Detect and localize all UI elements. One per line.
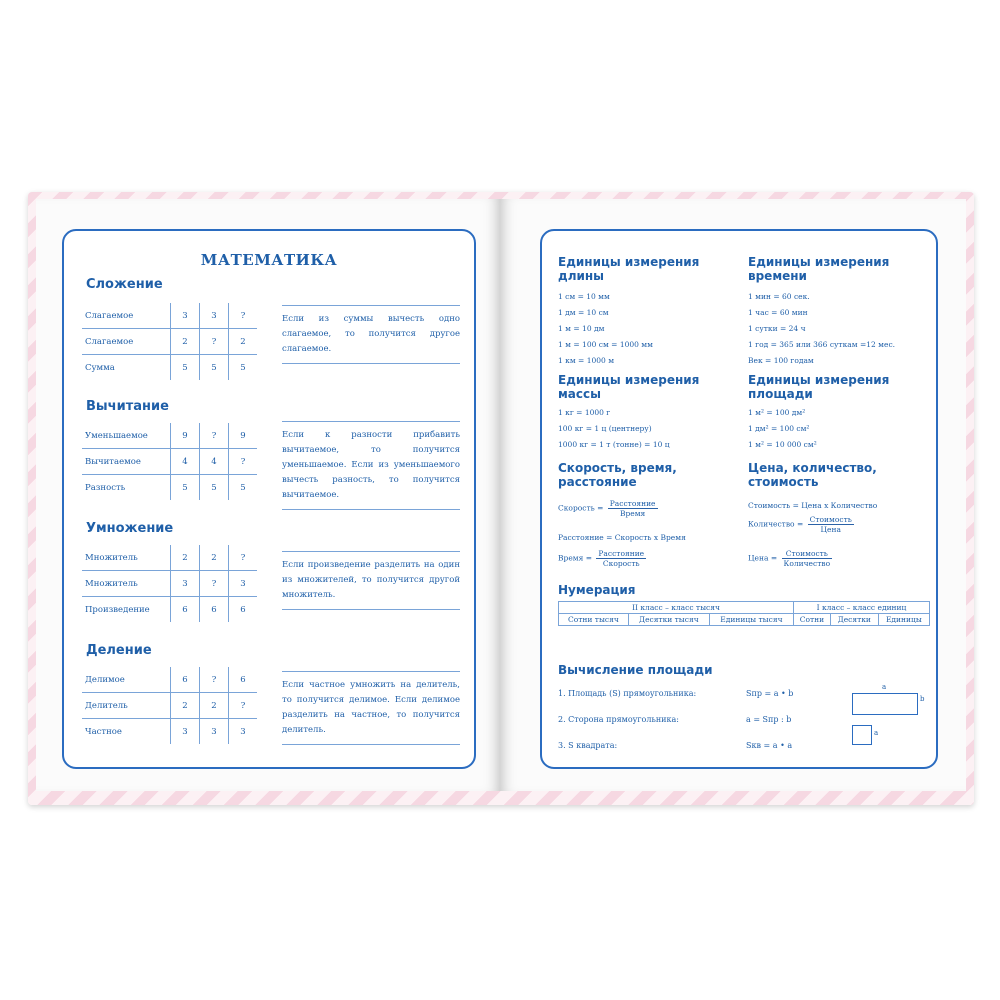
area-calc-heading: Вычисление площади — [558, 663, 713, 677]
addition-heading: Сложение — [86, 277, 163, 292]
price-heading: Цена, количество, стоимость — [748, 461, 877, 489]
mass-heading: Единицы измерения массы — [558, 373, 700, 401]
area-units-heading: Единицы измерения площади — [748, 373, 890, 401]
rect-side-a: a — [882, 683, 887, 691]
left-frame — [62, 229, 476, 769]
division-heading: Деление — [86, 643, 152, 658]
table-row: Слагаемое 3 3 ? — [82, 303, 257, 329]
price-formula: Цена = $\frac{\text{Стоимость}}{\text{Количество}}$ — [748, 549, 831, 568]
multiplication-rule: Если произведение разделить на один из множителей, то получится другой множитель. — [282, 551, 460, 610]
quantity-formula: Количество = $\frac{\text{Стоимость}}{\text{Цена}}$ — [748, 515, 852, 534]
speed-formula: Скорость = $\frac{\text{Расстояние}}{\text{Время}}$ — [558, 499, 656, 518]
time-list: 1 мин = 60 сек. 1 час = 60 мин 1 сутки = 24 ч 1 год = 365 или 366 суткам =12 мес. Век = 100 годам — [748, 292, 896, 365]
subtraction-rule: Если к разности прибавить вычитаемое, то получится уменьшаемое. Если из уменьшаемого вычесть разность, то получится вычитаемое. — [282, 421, 460, 510]
table-row: Разность 5 5 5 — [82, 475, 257, 501]
rect-side-b: b — [920, 695, 925, 703]
rectangle-diagram — [852, 693, 918, 715]
area-units-list: 1 м² = 100 дм² 1 дм² = 100 см² 1 м² = 10 000 см² — [748, 408, 817, 449]
table-row: Слагаемое 2 ? 2 — [82, 329, 257, 355]
table-row: Делитель 2 2 ? — [82, 693, 257, 719]
multiplication-heading: Умножение — [86, 521, 174, 536]
division-table — [82, 667, 257, 744]
table-row: Вычитаемое 4 4 ? — [82, 449, 257, 475]
numeration-heading: Нумерация — [558, 583, 636, 597]
time-formula: Время = $\frac{\text{Расстояние}}{\text{Скорость}}$ — [558, 549, 645, 568]
table-row: Частное 3 3 3 — [82, 719, 257, 745]
table-row: Уменьшаемое 9 ? 9 — [82, 423, 257, 449]
area-rect-label: 1. Площадь (S) прямоугольника: — [558, 689, 697, 698]
table-row: Множитель 2 2 ? — [82, 545, 257, 571]
area-square-formula: Sкв = a • a — [746, 741, 793, 750]
square-side-a: a — [874, 729, 879, 737]
multiplication-table — [82, 545, 257, 622]
speed-heading: Скорость, время, расстояние — [558, 461, 677, 489]
length-list: 1 см = 10 мм 1 дм = 10 см 1 м = 10 дм 1 м = 100 см = 1000 мм 1 км = 1000 м — [558, 292, 653, 365]
cost-formula: Стоимость = Цена х Количество — [748, 501, 878, 510]
addition-rule: Если из суммы вычесть одно слагаемое, то получится другое слагаемое. — [282, 305, 460, 364]
area-rect-formula: Sпр = a • b — [746, 689, 794, 698]
time-heading: Единицы измерения времени — [748, 255, 890, 283]
subtraction-table — [82, 423, 257, 500]
side-rect-label: 2. Сторона прямоугольника: — [558, 715, 679, 724]
square-diagram — [852, 725, 872, 745]
numeration-table: II класс – класс тысяч I класс – класс единиц Сотни тысяч Десятки тысяч Единицы тысяч Сотни Десятки Единицы — [558, 601, 930, 626]
left-page — [36, 199, 500, 791]
division-rule: Если частное умножить на делитель, то получится делимое. Если делимое разделить на частное, то получится делитель. — [282, 671, 460, 745]
distance-formula: Расстояние = Скорость х Время — [558, 533, 686, 542]
area-square-label: 3. S квадрата: — [558, 741, 618, 750]
table-row: Делимое 6 ? 6 — [82, 667, 257, 693]
addition-table — [82, 303, 257, 380]
right-page — [500, 199, 966, 791]
subtraction-heading: Вычитание — [86, 399, 169, 414]
table-row: Произведение 6 6 6 — [82, 597, 257, 623]
side-rect-formula: a = Sпр : b — [746, 715, 792, 724]
right-frame — [540, 229, 938, 769]
table-row: Множитель 3 ? 3 — [82, 571, 257, 597]
mass-list: 1 кг = 1000 г 100 кг = 1 ц (центнеру) 1000 кг = 1 т (тонне) = 10 ц — [558, 408, 670, 449]
page-title: МАТЕМАТИКА — [200, 251, 338, 269]
table-row: Сумма 5 5 5 — [82, 355, 257, 381]
length-heading: Единицы измерения длины — [558, 255, 700, 283]
